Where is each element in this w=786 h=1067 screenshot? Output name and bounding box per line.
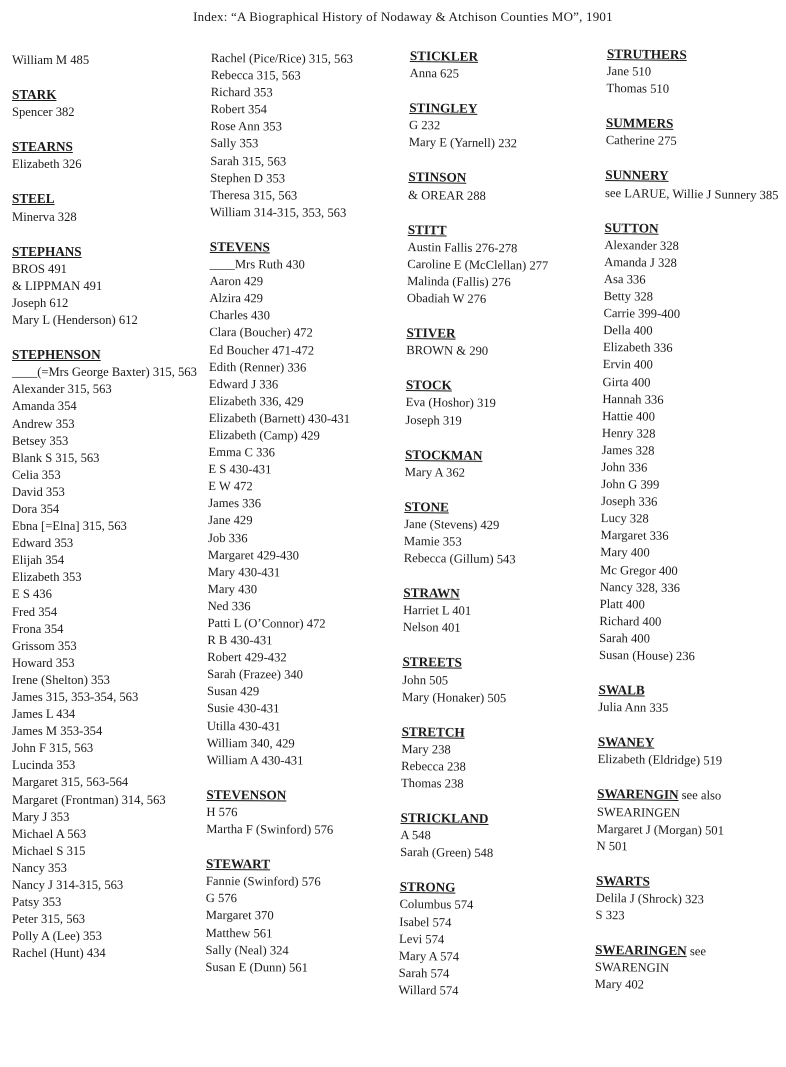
index-entry: John F 315, 563 [12, 741, 94, 756]
index-entry: Rachel (Pice/Rice) 315, 563 [210, 50, 353, 66]
index-entry: Mary A 362 [404, 464, 466, 480]
surname-heading [210, 238, 400, 257]
index-entry: Nelson 401 [402, 620, 461, 636]
index-entry: Richard 400 [599, 613, 662, 629]
index-entry: & OREAR 288 [408, 187, 486, 203]
surname-heading [408, 221, 598, 241]
index-entry: G 232 [408, 118, 441, 133]
index-entry: Hattie 400 [602, 408, 656, 424]
index-entry: Susan (House) 236 [598, 647, 695, 664]
surname-heading-text: SUNNERY [605, 167, 669, 184]
index-entry: Joseph 319 [405, 412, 462, 428]
index-section [12, 138, 202, 173]
index-entry: Margaret 429-430 [207, 547, 300, 563]
surname-heading-text: STEEL [12, 191, 55, 207]
surname-heading-text: STICKLER [409, 47, 479, 64]
index-entry: Peter 315, 563 [12, 912, 86, 927]
surname-heading [402, 653, 592, 673]
index-section [405, 446, 595, 484]
index-entry: Isabel 574 [399, 914, 452, 930]
index-entry: William M 485 [12, 53, 90, 67]
index-entry: Frona 354 [12, 621, 64, 636]
index-entry: Columbus 574 [399, 897, 474, 913]
surname-heading [12, 346, 202, 364]
index-entry: Lucy 328 [600, 511, 649, 526]
index-section [398, 878, 589, 1001]
surname-heading [597, 785, 772, 805]
surname-heading-text: STARK [12, 87, 57, 103]
index-entry: Spencer 382 [12, 105, 75, 120]
index-entry: John 505 [402, 672, 449, 688]
index-entry: Della 400 [603, 323, 653, 338]
index-entry: H 576 [206, 804, 238, 820]
surname-heading-text: SWARENGIN [597, 786, 679, 803]
surname-heading-text: STEVENS [209, 238, 270, 255]
index-section [598, 681, 773, 718]
index-entry: Jane 510 [606, 64, 652, 79]
index-entry: James L 434 [12, 707, 76, 722]
index-section [12, 190, 202, 225]
surname-heading-text: STOCK [405, 377, 452, 393]
surname-heading-text: SUTTON [604, 219, 659, 236]
index-entry: Jane (Stevens) 429 [404, 516, 500, 533]
index-section [401, 723, 592, 795]
index-entry: Lucinda 353 [12, 758, 76, 773]
index-entry: BROS 491 [12, 261, 67, 276]
index-entry: Malinda (Fallis) 276 [407, 273, 511, 290]
index-entry: Ebna [=Elna] 315, 563 [12, 519, 127, 534]
index-entry: Nancy 353 [12, 860, 67, 875]
index-entry: Elizabeth (Barnett) 430-431 [208, 410, 351, 426]
index-entry: Rebecca (Gillum) 543 [403, 551, 516, 567]
index-entry: Platt 400 [599, 596, 645, 612]
index-entry: James 336 [208, 496, 262, 511]
index-entry: Mary (Honaker) 505 [401, 689, 507, 705]
index-entry: Margaret 370 [205, 908, 274, 923]
index-section [402, 653, 593, 708]
index-section [606, 114, 781, 151]
index-entry: Ervin 400 [602, 357, 653, 373]
index-entry: Alexander 328 [604, 237, 679, 253]
index-entry: ____Mrs Ruth 430 [209, 257, 305, 272]
index-entry: Clara (Boucher) 472 [209, 325, 313, 341]
index-entry: Mary 402 [594, 977, 645, 992]
index-entry: Thomas 510 [606, 81, 670, 97]
index-entry: Stephen D 353 [210, 170, 286, 186]
index-entry: BROWN & 290 [406, 343, 489, 359]
surname-heading [595, 941, 770, 961]
index-entry: Mary 238 [401, 741, 451, 757]
index-entry: Grissom 353 [12, 638, 77, 653]
index-section [12, 243, 202, 329]
surname-heading-text: STIVER [406, 325, 456, 341]
surname-heading-text: SUMMERS [605, 115, 674, 132]
index-entry: Charles 430 [209, 308, 270, 323]
index-entry: Margaret (Frontman) 314, 563 [12, 792, 166, 807]
index-entry: Willard 574 [398, 982, 459, 998]
surname-heading-text: STEVENSON [206, 786, 287, 803]
index-entry: Theresa 315, 563 [210, 187, 298, 203]
index-entry: Thomas 238 [400, 775, 464, 791]
surname-heading-text: STITT [407, 221, 447, 238]
index-entry: William 340, 429 [206, 735, 295, 751]
index-entry: SWARENGIN [594, 960, 670, 976]
index-section [599, 219, 780, 667]
index-entry: Betsey 353 [12, 433, 69, 448]
index-entry: Ed Boucher 471-472 [209, 342, 315, 358]
surname-heading-text: STONE [404, 498, 449, 515]
index-entry: Alzira 429 [209, 291, 264, 306]
surname-heading [598, 733, 773, 753]
index-entry: William 314-315, 353, 563 [209, 204, 347, 220]
index-entry: Elizabeth 326 [12, 157, 82, 172]
index-section [410, 47, 600, 85]
index-entry: Anna 625 [409, 66, 460, 81]
surname-heading [410, 47, 600, 67]
index-entry: S 323 [595, 907, 625, 923]
index-entry: see LARUE, Willie J Sunnery 385 [604, 185, 779, 202]
index-entry: Robert 429-432 [207, 650, 287, 665]
index-entry: Mc Gregor 400 [600, 562, 678, 578]
index-entry: Jane 429 [208, 513, 253, 528]
index-entry: Mary 400 [600, 545, 650, 561]
index-entry: R B 430-431 [207, 633, 273, 648]
surname-heading [406, 324, 596, 344]
index-section [400, 809, 591, 864]
index-entry: Robert 354 [210, 102, 268, 117]
surname-heading [606, 114, 781, 134]
index-entry: Mary L (Henderson) 612 [12, 313, 138, 328]
index-entry: ____(=Mrs George Baxter) 315, 563 [12, 365, 197, 380]
index-entry: Susan E (Dunn) 561 [205, 959, 308, 975]
index-entry: James M 353-354 [12, 724, 103, 739]
surname-heading [405, 446, 595, 466]
surname-heading-text: SWEARINGEN [595, 942, 687, 959]
index-entry: Sarah (Frazee) 340 [207, 667, 304, 682]
index-section [12, 346, 202, 962]
index-entry: John 336 [601, 459, 648, 475]
surname-heading [409, 99, 599, 119]
index-entry: Andrew 353 [12, 416, 75, 431]
surname-heading-text: SWARTS [595, 872, 650, 889]
heading-cross-reference: see [686, 944, 707, 959]
surname-heading [400, 878, 590, 898]
index-entry: Nancy 328, 336 [599, 579, 681, 595]
index-entry: Sarah 315, 563 [210, 153, 287, 169]
index-section [12, 52, 202, 69]
surname-heading-text: STEWART [205, 856, 271, 872]
index-entry: Margaret J (Morgan) 501 [596, 821, 725, 838]
index-entry: Elizabeth 353 [12, 570, 82, 585]
index-entry: Fred 354 [12, 604, 58, 619]
index-entry: Susan 429 [207, 684, 260, 699]
index-entry: Caroline E (McClellan) 277 [407, 256, 549, 273]
index-entry: Margaret 315, 563-564 [12, 775, 129, 790]
surname-heading-text: STOCKMAN [404, 446, 483, 463]
surname-heading [596, 872, 771, 892]
surname-heading [404, 498, 594, 518]
surname-heading [604, 219, 779, 239]
index-entry: William A 430-431 [206, 752, 304, 768]
index-entry: Minerva 328 [12, 209, 77, 224]
index-entry: Austin Fallis 276-278 [407, 239, 518, 256]
index-entry: Amanda J 328 [604, 254, 678, 270]
index-column-3 [398, 47, 600, 1018]
index-entry: Irene (Shelton) 353 [12, 672, 110, 687]
index-entry: E W 472 [208, 479, 253, 494]
surname-heading-text: STEPHENSON [12, 347, 101, 363]
index-entry: & LIPPMAN 491 [12, 278, 103, 293]
index-column-2 [205, 50, 401, 994]
index-entry: Margaret 336 [600, 528, 669, 544]
surname-heading-text: STRUTHERS [606, 45, 687, 63]
index-section [407, 221, 598, 310]
index-entry: Blank S 315, 563 [12, 450, 100, 465]
index-entry: Mary E (Yarnell) 232 [408, 135, 518, 151]
index-entry: Michael S 315 [12, 843, 86, 858]
index-entry: Rebecca 315, 563 [210, 68, 301, 83]
index-entry: Edith (Renner) 336 [209, 359, 307, 375]
surname-heading [400, 809, 590, 829]
index-entry: Carrie 399-400 [603, 306, 681, 322]
index-column-1 [12, 52, 202, 980]
index-entry: Richard 353 [210, 85, 273, 100]
index-section [210, 50, 401, 222]
index-section [605, 166, 780, 203]
index-entry: Emma C 336 [208, 445, 276, 460]
index-entry: Mary 430-431 [207, 564, 281, 580]
index-entry: Amanda 354 [12, 399, 77, 414]
index-entry: Joseph 612 [12, 295, 69, 310]
index-entry: Catherine 275 [605, 133, 677, 149]
index-entry: Asa 336 [603, 271, 646, 287]
index-entry: James 315, 353-354, 563 [12, 690, 139, 704]
index-entry: Mamie 353 [403, 533, 462, 549]
index-entry: Mary A 574 [398, 948, 460, 964]
index-entry: Obadiah W 276 [406, 291, 487, 306]
index-entry: G 576 [205, 891, 238, 906]
index-entry: Henry 328 [601, 425, 656, 441]
heading-cross-reference: see also [678, 788, 722, 804]
index-entry: Susie 430-431 [206, 701, 280, 716]
index-entry: Sarah 400 [599, 630, 651, 646]
index-entry: Sarah 574 [398, 965, 450, 981]
index-entry: Elizabeth (Camp) 429 [208, 427, 320, 443]
index-entry: SWEARINGEN [596, 804, 681, 820]
index-entry: Nancy J 314-315, 563 [12, 878, 124, 893]
index-section [606, 45, 782, 100]
surname-heading-text: STINGLEY [409, 100, 478, 117]
index-entry: Sally 353 [210, 136, 259, 151]
surname-heading-text: SWANEY [597, 734, 655, 750]
page-title: Index: “A Biographical History of Nodaway & Atchison Counties MO”, 1901 [193, 9, 613, 24]
index-section [12, 86, 202, 121]
index-entry: Utilla 430-431 [206, 718, 281, 734]
index-section [404, 498, 595, 570]
index-entry: Delila J (Shrock) 323 [595, 890, 704, 907]
index-entry: Joseph 336 [600, 494, 658, 509]
index-entry: Dora 354 [12, 501, 60, 516]
surname-heading-text: STRETCH [401, 723, 465, 740]
index-entry: Sally (Neal) 324 [205, 942, 289, 958]
index-entry: Patti L (O’Connor) 472 [207, 615, 326, 631]
index-entry: John G 399 [601, 477, 660, 492]
index-entry: Mary J 353 [12, 809, 70, 824]
surname-heading [607, 45, 782, 65]
index-entry: Rebecca 238 [401, 758, 466, 774]
surname-heading-text: STINSON [408, 169, 467, 186]
surname-heading-text: STRICKLAND [400, 810, 489, 827]
index-entry: Aaron 429 [209, 274, 264, 289]
index-entry: Elizabeth 336, 429 [208, 393, 304, 409]
surname-heading-text: STEPHANS [12, 243, 82, 259]
index-entry: A 548 [400, 828, 431, 843]
index-entry: Elijah 354 [12, 553, 65, 568]
index-entry: Betty 328 [603, 289, 654, 304]
index-entry: Matthew 561 [205, 925, 273, 940]
index-entry: Julia Ann 335 [598, 700, 669, 716]
surname-heading [206, 786, 396, 805]
surname-heading [206, 855, 396, 874]
index-section [598, 733, 773, 770]
surname-heading [403, 584, 593, 604]
index-entry: James 328 [601, 442, 655, 458]
index-entry: Alexander 315, 563 [12, 382, 112, 397]
index-section [205, 855, 396, 977]
index-entry: Ned 336 [207, 598, 251, 614]
index-section [406, 324, 596, 362]
index-entry: Harriet L 401 [403, 603, 472, 619]
index-section [409, 99, 600, 154]
index-section [206, 786, 396, 839]
index-entry: David 353 [12, 484, 65, 499]
surname-heading [605, 166, 780, 186]
surname-heading-text: STREETS [402, 654, 462, 671]
index-entry: Edward 353 [12, 536, 74, 551]
index-column-4 [594, 45, 782, 1013]
index-entry: Eva (Hoshor) 319 [405, 395, 496, 411]
index-entry: E S 436 [12, 587, 52, 602]
index-entry: Girta 400 [602, 374, 651, 390]
surname-heading [402, 723, 592, 743]
index-section [595, 941, 771, 996]
surname-heading [598, 681, 773, 701]
index-entry: Rose Ann 353 [210, 119, 282, 134]
surname-heading-text: STRAWN [403, 585, 460, 601]
index-section [408, 168, 598, 206]
index-entry: Patsy 353 [12, 895, 62, 910]
index-entry: Edward J 336 [208, 376, 279, 392]
index-entry: Celia 353 [12, 467, 61, 482]
index-section [207, 238, 400, 770]
index-entry: Polly A (Lee) 353 [12, 929, 102, 944]
index-entry: Martha F (Swinford) 576 [206, 822, 334, 837]
index-section [405, 376, 596, 431]
surname-heading-text: STRONG [399, 879, 456, 895]
index-entry: Levi 574 [399, 931, 445, 947]
surname-heading [12, 190, 202, 208]
index-section [403, 584, 594, 639]
index-entry: Elizabeth (Eldridge) 519 [597, 752, 723, 768]
index-section [595, 872, 771, 927]
index-entry: Elizabeth 336 [602, 340, 673, 356]
index-entry: Hannah 336 [602, 391, 664, 407]
index-entry: Howard 353 [12, 655, 75, 670]
surname-heading [12, 86, 202, 104]
surname-heading [12, 138, 202, 156]
index-entry: Mary 430 [207, 581, 258, 597]
index-entry: Michael A 563 [12, 826, 87, 841]
index-entry: Job 336 [207, 530, 248, 545]
surname-heading-text: STEARNS [12, 139, 73, 155]
surname-heading [12, 243, 202, 261]
surname-heading [408, 168, 598, 188]
index-entry: Rachel (Hunt) 434 [12, 946, 106, 961]
surname-heading [406, 376, 596, 396]
index-entry: N 501 [596, 838, 628, 854]
surname-heading-text: SWALB [598, 682, 645, 698]
index-entry: E S 430-431 [208, 462, 272, 477]
index-section [596, 785, 772, 857]
index-entry: Sarah (Green) 548 [400, 845, 494, 861]
index-entry: Fannie (Swinford) 576 [205, 874, 321, 889]
